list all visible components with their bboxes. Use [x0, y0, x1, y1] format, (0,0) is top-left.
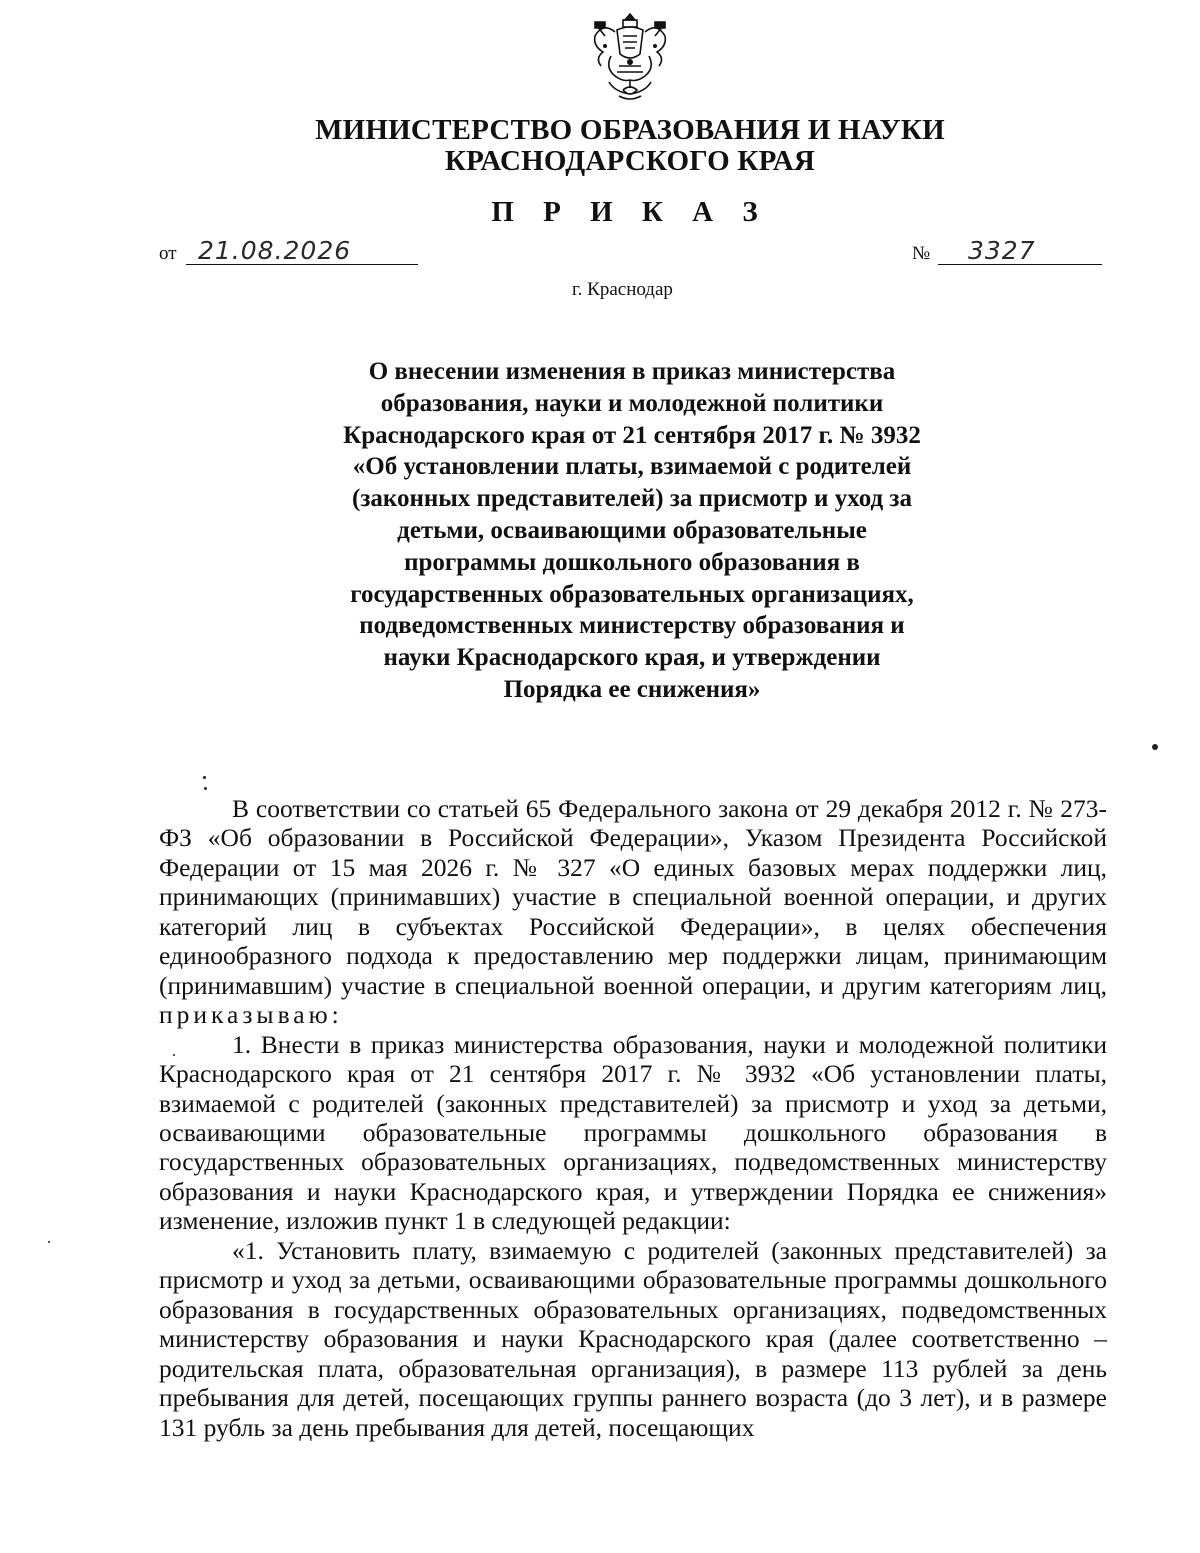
order-subject	[282, 356, 982, 706]
scan-speck	[48, 1241, 50, 1243]
scan-speck	[1152, 744, 1158, 750]
subject-line: образования, науки и молодежной политики	[380, 389, 884, 417]
subject-line: детьми, осваивающими образовательные	[397, 516, 867, 544]
legal-basis-text: В соответствии со статьей 65 Федерального закона от 29 декабря 2012 г. № 273-ФЗ «Об образовании в Российской Федерации», Указом Президента Российской Федерации от 15 мая 2026 г. № 327 «О единых базовых мерах поддержки лиц, принимающих (принимавших) участие в специальной военной операции, и других категорий лиц в субъектах Российской Федерации», в целях обеспечения единообразного подхода к предоставлению мер поддержки лицам, принимающим (принимавшим) участие в специальной военной операции, и другим категориям лиц,	[159, 794, 1107, 1000]
ministry-name-line1: МИНИСТЕРСТВО ОБРАЗОВАНИЯ И НАУКИ	[315, 114, 945, 146]
handwritten-number: 3327	[968, 236, 1036, 265]
subject-line: науки Краснодарского края, и утверждении	[383, 644, 881, 672]
ministry-name-line2: КРАСНОДАРСКОГО КРАЯ	[444, 145, 816, 177]
scan-speck	[204, 787, 207, 790]
subject-line: Краснодарского края от 21 сентября 2017 г. № 3932	[343, 421, 921, 449]
handwritten-date: 21.08.2026	[198, 236, 352, 265]
scan-speck	[203, 776, 206, 779]
date-label: от	[159, 243, 177, 264]
scan-speck	[173, 1054, 175, 1056]
order-body	[159, 794, 1107, 1442]
body-paragraph-item-1: 1. Внести в приказ министерства образования, науки и молодежной политики Краснодарского края от 21 сентября 2017 г. № 3932 «Об установлении платы, взимаемой с родителей (законных представителей) за присмотр и уход за детьми, осваивающими образовательные программы дошкольного образования в государственных образовательных организациях, подведомственных министерству образования и науки Краснодарского края, и утверждении Порядка ее снижения» изменение, изложив пункт 1 в следующей редакции:	[159, 1029, 1107, 1236]
coat-of-arms-icon	[589, 10, 671, 102]
subject-line: государственных образовательных организациях,	[350, 580, 914, 608]
body-paragraph-legal-basis	[159, 794, 1107, 1030]
city-name: г. Краснодар	[572, 279, 673, 300]
order-verb: приказываю:	[159, 1000, 343, 1030]
subject-line: «Об установлении платы, взимаемой с родителей	[352, 453, 912, 481]
subject-line: О внесении изменения в приказ министерства	[368, 358, 896, 385]
subject-line: программы дошкольного образования в	[404, 548, 860, 576]
number-label: №	[912, 243, 931, 264]
subject-line: (законных представителей) за присмотр и уход за	[352, 485, 912, 513]
subject-line: подведомственных министерству образования и	[359, 612, 905, 640]
body-paragraph-new-wording: «1. Установить плату, взимаемую с родителей (законных представителей) за присмотр и уход за детьми, осваивающими образовательные программы дошкольного образования в государственных образовательных организациях, подведомственных министерству образования и науки Краснодарского края (далее соответственно – родительская плата, образовательная организация), в размере 113 рублей за день пребывания для детей, посещающих группы раннего возраста (до 3 лет), и в размере 131 рубль за день пребывания для детей, посещающих	[159, 1235, 1107, 1442]
subject-line: Порядка ее снижения»	[503, 675, 761, 703]
document-type-title: П Р И К А З	[491, 196, 769, 228]
